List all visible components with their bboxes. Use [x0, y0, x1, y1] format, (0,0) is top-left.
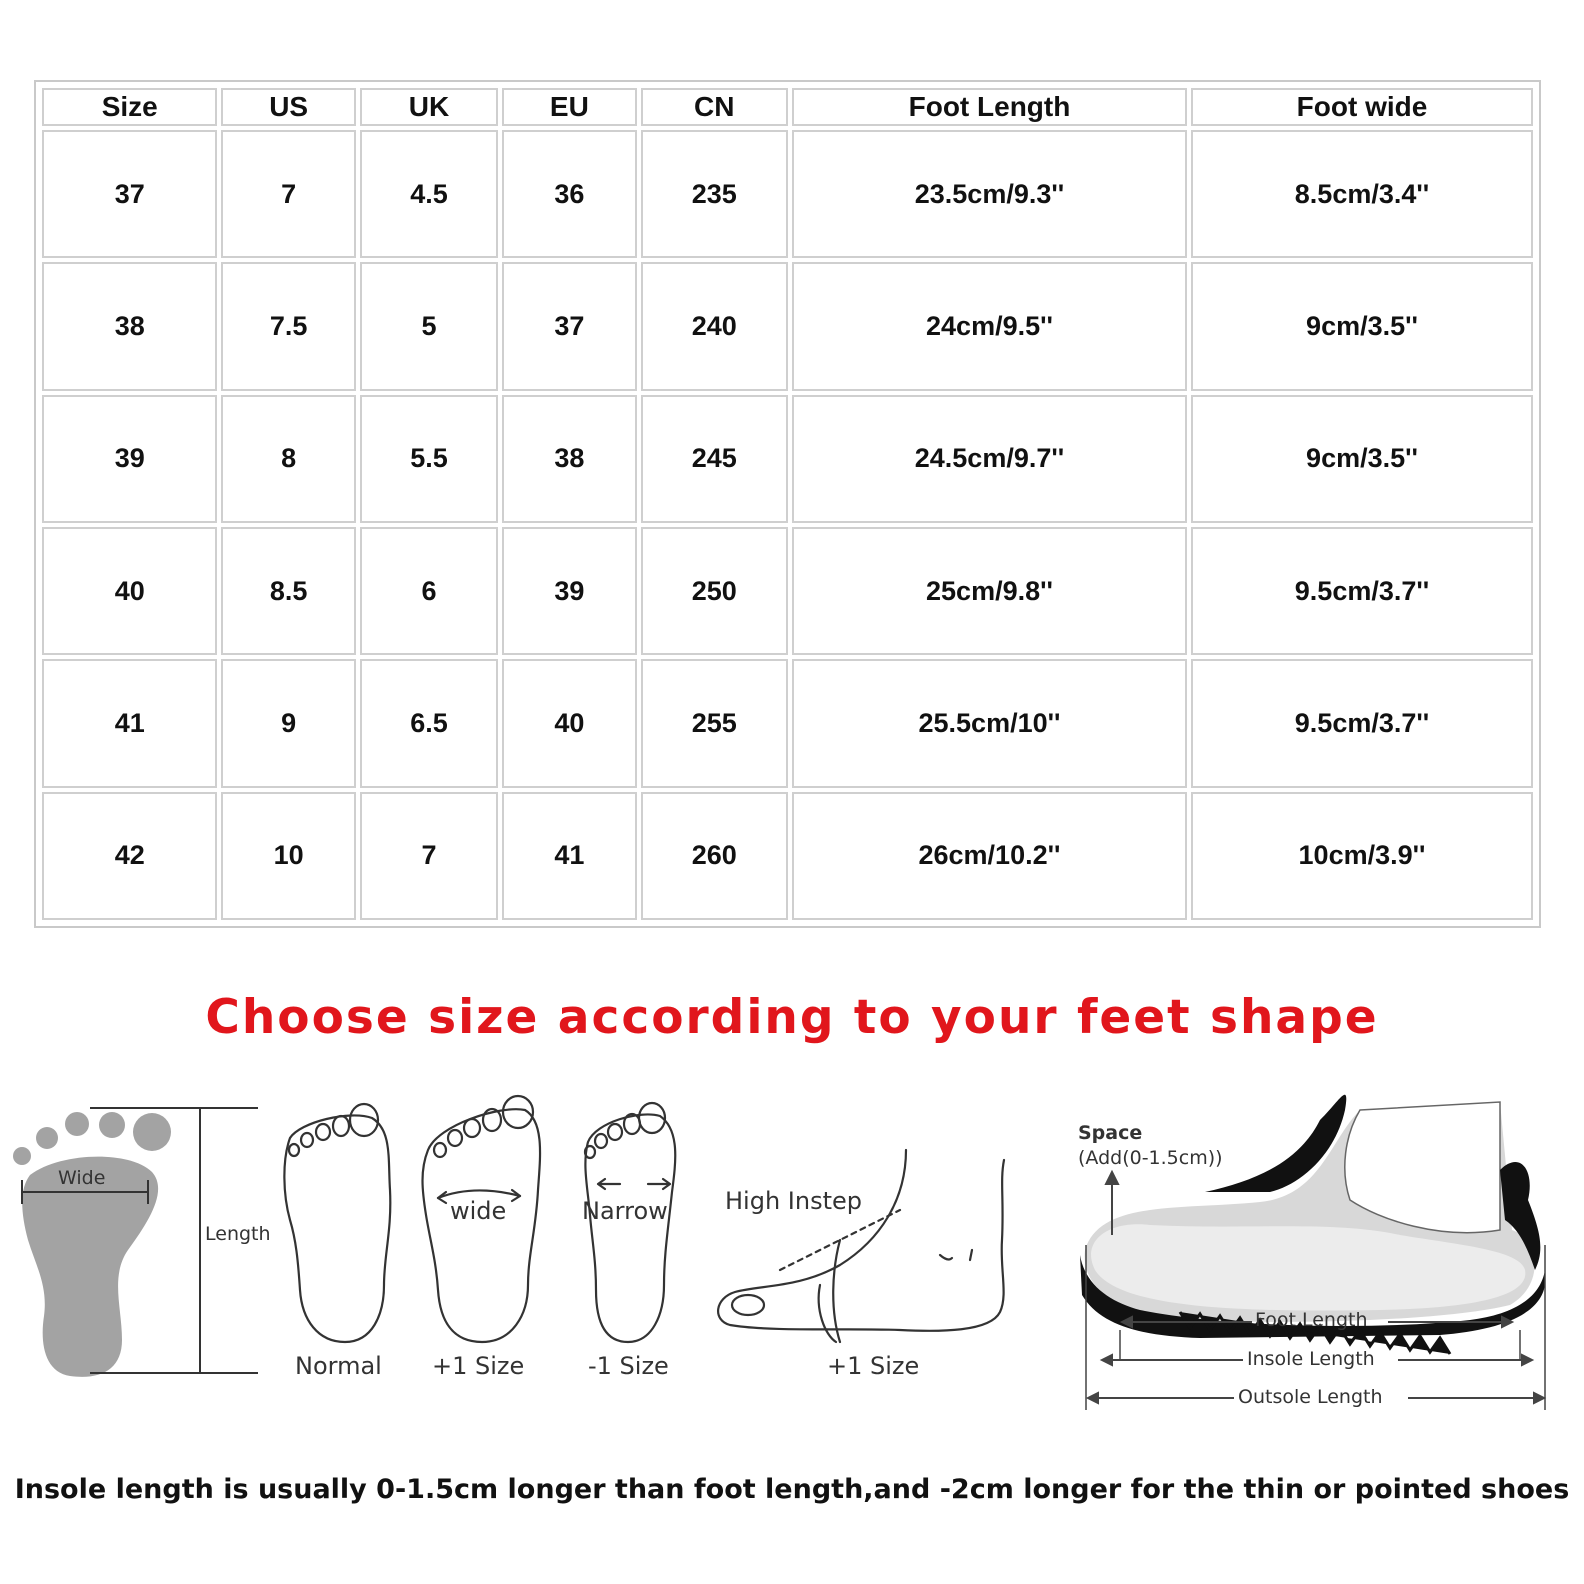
- wide-caption: +1 Size: [432, 1352, 525, 1380]
- cell-size: 39: [42, 395, 217, 523]
- cell-eu: 40: [502, 659, 636, 787]
- high-instep-caption: +1 Size: [827, 1352, 920, 1380]
- cell-us: 7: [221, 130, 355, 258]
- cell-uk: 4.5: [360, 130, 498, 258]
- header-foot-wide: Foot wide: [1191, 88, 1533, 126]
- cell-uk: 5.5: [360, 395, 498, 523]
- header-uk: UK: [360, 88, 498, 126]
- cell-cn: 255: [641, 659, 788, 787]
- cell-foot-length: 25cm/9.8'': [792, 527, 1187, 655]
- cell-us: 8: [221, 395, 355, 523]
- cell-eu: 38: [502, 395, 636, 523]
- cell-us: 8.5: [221, 527, 355, 655]
- header-us: US: [221, 88, 355, 126]
- cell-foot-wide: 9cm/3.5'': [1191, 262, 1533, 390]
- cell-eu: 39: [502, 527, 636, 655]
- cell-us: 7.5: [221, 262, 355, 390]
- cell-foot-length: 24cm/9.5'': [792, 262, 1187, 390]
- cell-foot-wide: 9.5cm/3.7'': [1191, 527, 1533, 655]
- cell-uk: 6.5: [360, 659, 498, 787]
- header-cn: CN: [641, 88, 788, 126]
- outsole-length-label: Outsole Length: [1238, 1386, 1383, 1408]
- cell-foot-wide: 9cm/3.5'': [1191, 395, 1533, 523]
- cell-uk: 7: [360, 792, 498, 920]
- cell-foot-length: 24.5cm/9.7'': [792, 395, 1187, 523]
- space-label: Space: [1078, 1122, 1143, 1144]
- table-row: [42, 527, 1533, 655]
- foot-shape-diagrams: [0, 1080, 1584, 1440]
- insole-length-label: Insole Length: [1247, 1348, 1375, 1370]
- space-note: (Add(0-1.5cm)): [1078, 1147, 1223, 1169]
- footprint-icon: [13, 1112, 171, 1377]
- high-instep-foot-icon: [718, 1150, 1004, 1342]
- table-row: [42, 130, 1533, 258]
- cell-cn: 235: [641, 130, 788, 258]
- table-row: [42, 792, 1533, 920]
- normal-foot-icon: [284, 1104, 390, 1342]
- cell-foot-length: 25.5cm/10'': [792, 659, 1187, 787]
- header-size: Size: [42, 88, 217, 126]
- cell-cn: 240: [641, 262, 788, 390]
- cell-eu: 36: [502, 130, 636, 258]
- high-instep-tag: High Instep: [725, 1187, 862, 1215]
- cell-us: 9: [221, 659, 355, 787]
- size-chart-table: [38, 84, 1537, 924]
- header-foot-length: Foot Length: [792, 88, 1187, 126]
- headline: Choose size according to your feet shape: [205, 990, 1379, 1045]
- cell-eu: 37: [502, 262, 636, 390]
- cell-foot-wide: 8.5cm/3.4'': [1191, 130, 1533, 258]
- cell-us: 10: [221, 792, 355, 920]
- cell-foot-length: 26cm/10.2'': [792, 792, 1187, 920]
- length-label: Length: [205, 1223, 271, 1245]
- cell-cn: 245: [641, 395, 788, 523]
- wide-tag: wide: [450, 1197, 507, 1225]
- cell-size: 37: [42, 130, 217, 258]
- cell-foot-wide: 10cm/3.9'': [1191, 792, 1533, 920]
- table-header-row: [42, 88, 1533, 126]
- cell-uk: 5: [360, 262, 498, 390]
- cell-size: 42: [42, 792, 217, 920]
- table-row: [42, 262, 1533, 390]
- size-chart-table-frame: [34, 80, 1541, 928]
- narrow-caption: -1 Size: [588, 1352, 669, 1380]
- insole-length-note: Insole length is usually 0-1.5cm longer than foot length,and -2cm longer for the thin or pointed shoes: [14, 1474, 1570, 1505]
- wide-label: Wide: [58, 1167, 106, 1189]
- cell-uk: 6: [360, 527, 498, 655]
- header-eu: EU: [502, 88, 636, 126]
- cell-foot-wide: 9.5cm/3.7'': [1191, 659, 1533, 787]
- table-row: [42, 395, 1533, 523]
- narrow-tag: Narrow: [582, 1197, 668, 1225]
- table-row: [42, 659, 1533, 787]
- cell-foot-length: 23.5cm/9.3'': [792, 130, 1187, 258]
- foot-length-label: Foot Length: [1255, 1309, 1368, 1331]
- cell-cn: 250: [641, 527, 788, 655]
- cell-size: 38: [42, 262, 217, 390]
- cell-eu: 41: [502, 792, 636, 920]
- cell-size: 40: [42, 527, 217, 655]
- cell-cn: 260: [641, 792, 788, 920]
- normal-caption: Normal: [295, 1352, 382, 1380]
- cell-size: 41: [42, 659, 217, 787]
